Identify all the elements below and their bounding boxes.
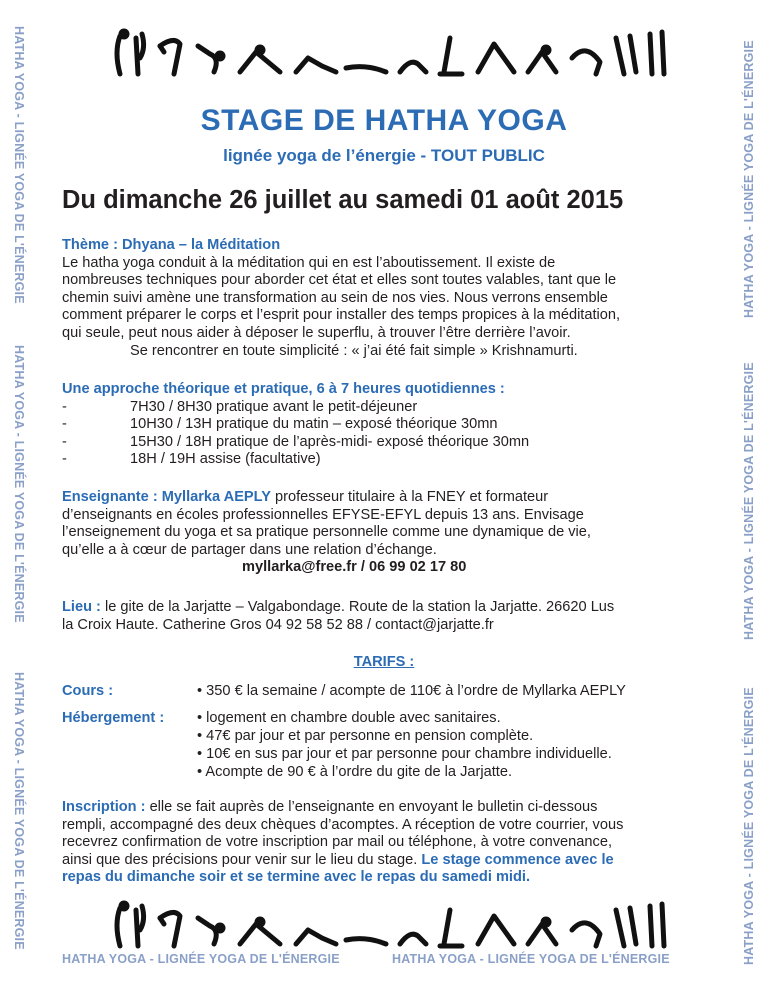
schedule-text: 10H30 / 13H pratique du matin – exposé théorique 30mn (130, 416, 498, 433)
inscription-label: Inscription : (62, 799, 146, 815)
hebergement-item: • logement en chambre double avec sanitaires. (197, 710, 501, 726)
teacher-section (62, 489, 702, 577)
place-label: Lieu : (62, 599, 101, 615)
inscription-highlight: repas du dimanche soir et se termine avec le repas du samedi midi. (62, 869, 530, 886)
teacher-desc: professeur titulaire à la FNEY et formateur (270, 489, 549, 505)
page-subtitle: lignée yoga de l’énergie - TOUT PUBLIC (223, 146, 545, 165)
theme-line: chemin suivi amène une transformation au sein de nos vies. Nous verrons ensemble (62, 289, 608, 306)
yoga-poses-illustration-bottom (110, 900, 670, 952)
approach-heading: Une approche théorique et pratique, 6 à 7 heures quotidiennes : (62, 381, 505, 397)
footer-text-left: HATHA YOGA - LIGNÉE YOGA DE L'ÉNERGIE (62, 952, 340, 966)
tarif-cours-row (62, 682, 626, 700)
theme-line: qui seule, peut nous aider à déposer le superflu, à trouver l’être derrière l’avoir. (62, 324, 571, 341)
side-text-right-1: HATHA YOGA - LIGNÉE YOGA DE L'ÉNERGIE (742, 40, 756, 318)
approach-section (62, 381, 702, 469)
schedule-dash: - (62, 451, 67, 468)
schedule-text: 15H30 / 18H pratique de l’après-midi- exposé théorique 30mn (130, 433, 530, 450)
inscription-line: ainsi que des précisions pour venir sur le lieu du stage. (62, 851, 422, 868)
hebergement-item: • Acompte de 90 € à l’ordre du gite de la Jarjatte. (197, 764, 513, 780)
theme-line: Le hatha yoga conduit à la méditation qui en est l’aboutissement. Il existe de (62, 254, 556, 271)
hebergement-label: Hébergement : (62, 710, 165, 726)
schedule-dash: - (62, 416, 67, 433)
cours-text: • 350 € la semaine / acompte de 110€ à l’ordre de Myllarka AEPLY (197, 683, 626, 699)
side-text-left-1: HATHA YOGA - LIGNÉE YOGA DE L'ÉNERGIE (12, 26, 26, 304)
schedule-dash: - (62, 433, 67, 450)
teacher-line: d’enseignants en écoles professionnelles EFYSE-EFYL depuis 13 ans. Envisage (62, 506, 584, 523)
schedule-item (62, 451, 702, 469)
side-text-right-2: HATHA YOGA - LIGNÉE YOGA DE L'ÉNERGIE (742, 362, 756, 640)
side-text-right-3: HATHA YOGA - LIGNÉE YOGA DE L'ÉNERGIE (742, 687, 756, 965)
theme-line: comment préparer le corps et l’esprit pour installer des temps propices à la méditation, (62, 307, 621, 324)
hebergement-item: • 10€ en sus par jour et par personne pour chambre individuelle. (197, 746, 612, 762)
theme-heading: Thème : Dhyana – la Méditation (62, 237, 281, 253)
inscription-line: rempli, accompagné des deux chèques d’acomptes. A réception de votre courrier, vous (62, 816, 624, 833)
tarif-hebergement-row (62, 709, 612, 781)
teacher-line: l’enseignement du yoga et sa pratique personnelle comme une dynamique de vie, (62, 524, 591, 541)
place-text: le gite de la Jarjatte – Valgabondage. Route de la station la Jarjatte. 26620 Lus (100, 599, 615, 615)
hebergement-item: • 47€ par jour et par personne en pension complète. (197, 728, 534, 744)
tarifs-heading: TARIFS : (353, 654, 415, 670)
side-text-left-3: HATHA YOGA - LIGNÉE YOGA DE L'ÉNERGIE (12, 672, 26, 950)
schedule-text: 18H / 19H assise (facultative) (130, 451, 321, 468)
inscription-text: elle se fait auprès de l’enseignante en envoyant le bulletin ci-dessous (145, 799, 598, 815)
footer-text-right: HATHA YOGA - LIGNÉE YOGA DE L'ÉNERGIE (392, 952, 670, 966)
place-section (62, 599, 702, 634)
teacher-line: qu’elle a à cœur de partager dans une relation d’échange. (62, 541, 437, 558)
stage-dates: Du dimanche 26 juillet au samedi 01 août 2015 (62, 186, 624, 214)
schedule-item (62, 434, 702, 452)
schedule-text: 7H30 / 8H30 pratique avant le petit-déjeuner (130, 398, 418, 415)
theme-line: nombreuses techniques pour aborder cet état et elles sont toutes valables, tant que le (62, 272, 617, 289)
schedule-item (62, 399, 702, 417)
theme-quote: Se rencontrer en toute simplicité : « j’ai été fait simple » Krishnamurti. (130, 342, 578, 359)
theme-section (62, 237, 702, 360)
inscription-line: recevrez confirmation de votre inscription par mail ou téléphone, à votre convenance, (62, 834, 612, 851)
page-title: STAGE DE HATHA YOGA (200, 104, 568, 137)
schedule-item (62, 416, 702, 434)
cours-label: Cours : (62, 683, 114, 699)
teacher-label: Enseignante : Myllarka AEPLY (62, 489, 271, 505)
yoga-poses-illustration-top (110, 28, 670, 80)
place-line: la Croix Haute. Catherine Gros 04 92 58 52 88 / contact@jarjatte.fr (62, 616, 494, 633)
teacher-contact: myllarka@free.fr / 06 99 02 17 80 (242, 559, 467, 576)
side-text-left-2: HATHA YOGA - LIGNÉE YOGA DE L'ÉNERGIE (12, 345, 26, 623)
inscription-highlight: Le stage commence avec le (421, 851, 614, 868)
schedule-dash: - (62, 398, 67, 415)
inscription-section (62, 799, 702, 887)
